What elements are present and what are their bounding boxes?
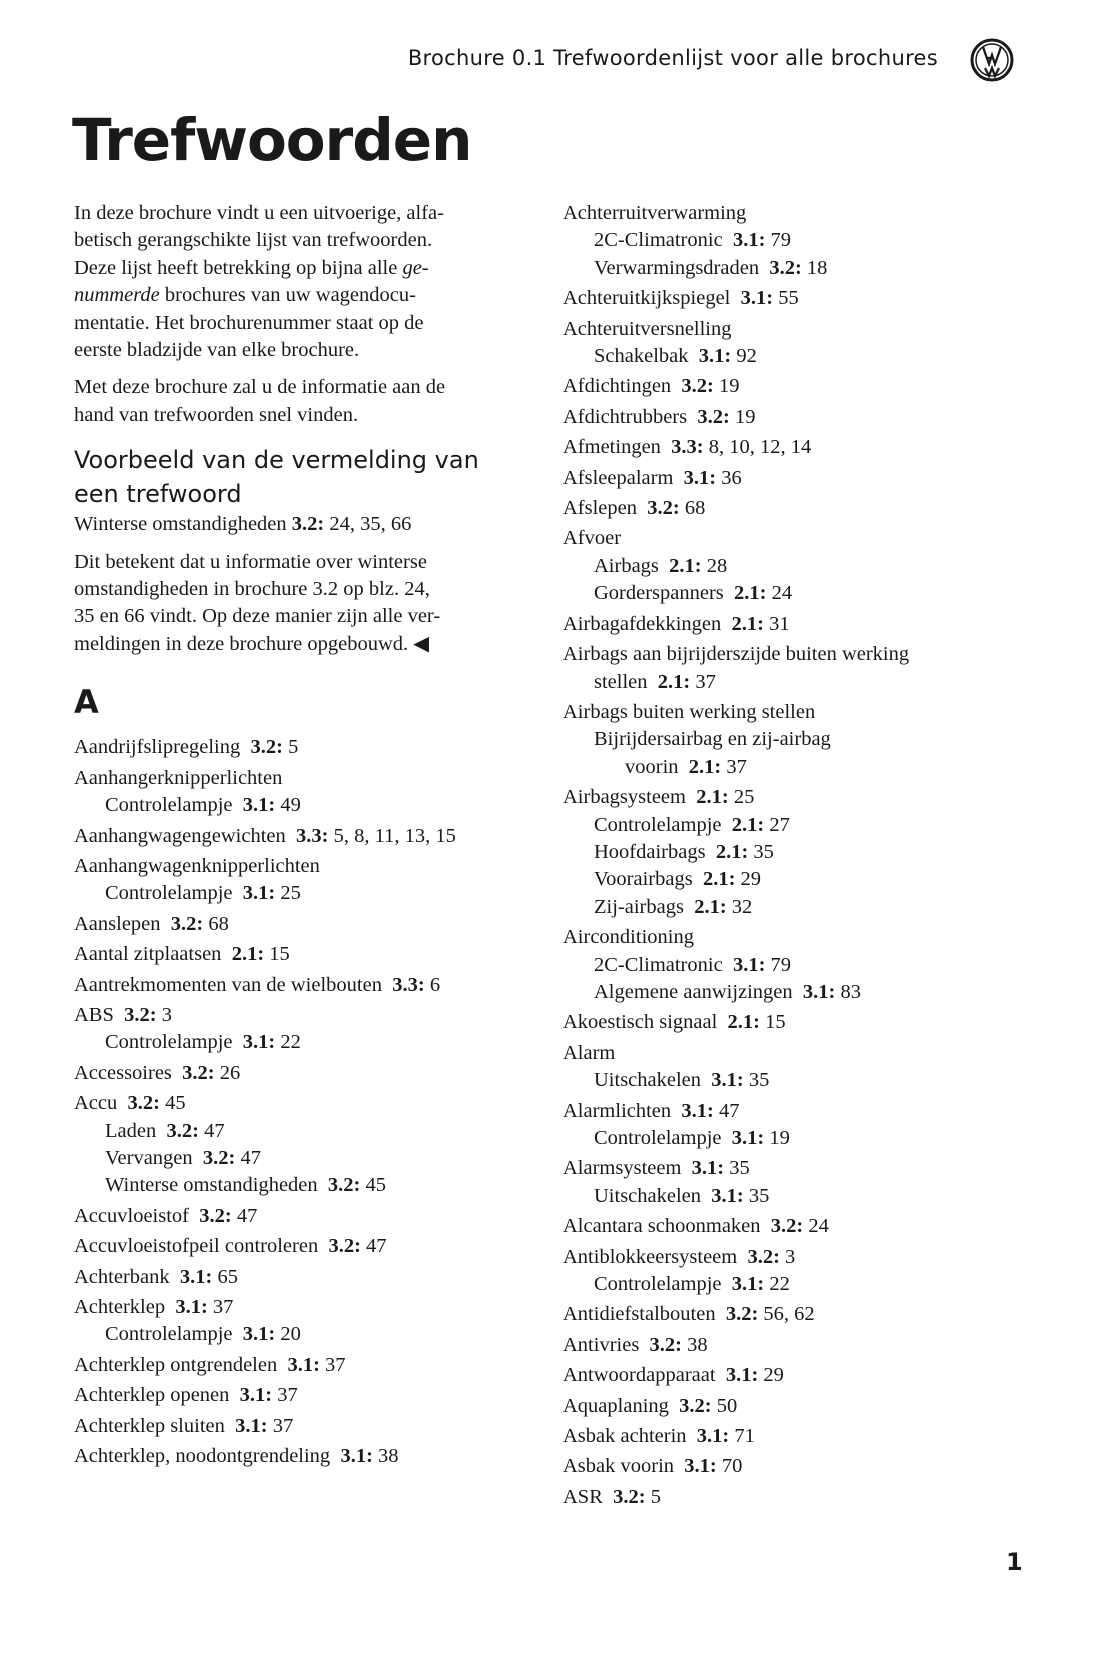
index-subentry bbox=[563, 255, 1043, 282]
entry-term: Aantal zitplaatsen bbox=[74, 943, 222, 966]
entry-pages: 5 bbox=[288, 736, 299, 759]
entry-pages: 8, 10, 12, 14 bbox=[708, 436, 812, 459]
entry-brochure-ref: 3.1: bbox=[731, 1127, 765, 1149]
entry-pages: 29 bbox=[740, 868, 762, 891]
entry-term: Verwarmingsdraden bbox=[594, 256, 760, 279]
entry-term: Airbagsysteem bbox=[563, 786, 686, 809]
entry-term: Controlelampje bbox=[105, 1031, 233, 1054]
entry-brochure-ref: 2.1: bbox=[734, 582, 767, 605]
entry-brochure-ref: 3.1: bbox=[696, 1425, 730, 1448]
entry-pages: 71 bbox=[734, 1425, 755, 1448]
index-entry bbox=[563, 316, 1043, 343]
entry-pages: 18 bbox=[806, 256, 828, 279]
index-entry bbox=[563, 784, 1043, 811]
entry-pages: 5 bbox=[650, 1485, 661, 1508]
entry-pages: 50 bbox=[716, 1394, 738, 1417]
index-entry bbox=[563, 495, 1043, 522]
entry-pages: 24 bbox=[771, 582, 793, 605]
entry-brochure-ref: 3.2: bbox=[199, 1204, 232, 1227]
example-ref: 3.2: bbox=[291, 513, 325, 536]
entry-pages: 47 bbox=[236, 1204, 258, 1227]
intro-text: In deze brochure vindt u een uitvoerige, alfa- betisch gerangschikte lijst van trefwoorden. Deze lijst heeft betrekking op bijna alle bbox=[74, 202, 444, 279]
index-subentry bbox=[563, 866, 1043, 893]
entry-pages: 37 bbox=[212, 1296, 234, 1318]
entry-term: Controlelampje bbox=[105, 882, 233, 905]
entry-term: ABS bbox=[74, 1003, 114, 1026]
index-list-left bbox=[74, 734, 544, 1470]
entry-pages: 37 bbox=[325, 1353, 346, 1376]
entry-pages: 32 bbox=[731, 895, 753, 918]
entry-brochure-ref: 3.2: bbox=[327, 1174, 361, 1197]
entry-pages: 47 bbox=[240, 1146, 261, 1169]
entry-brochure-ref: 3.1: bbox=[287, 1353, 320, 1376]
entry-brochure-ref: 3.2: bbox=[166, 1119, 199, 1142]
entry-pages: 29 bbox=[763, 1364, 784, 1387]
index-entry bbox=[563, 1040, 1043, 1067]
entry-pages: 37 bbox=[272, 1414, 294, 1437]
entry-brochure-ref: 3.1: bbox=[711, 1069, 744, 1092]
vw-logo-icon bbox=[970, 38, 1014, 82]
entry-pages: 37 bbox=[726, 755, 747, 778]
entry-term: Akoestisch signaal bbox=[563, 1011, 718, 1034]
index-list-right bbox=[563, 200, 1043, 1511]
entry-brochure-ref: 3.1: bbox=[242, 882, 276, 905]
entry-pages: 92 bbox=[736, 345, 757, 368]
entry-brochure-ref: 3.1: bbox=[691, 1157, 725, 1180]
entry-pages: 56, 62 bbox=[763, 1303, 815, 1326]
index-entry bbox=[563, 1453, 1043, 1480]
entry-term: Antiblokkeersysteem bbox=[563, 1245, 738, 1268]
entry-brochure-ref: 3.3: bbox=[671, 436, 704, 459]
entry-term: 2C-Climatronic bbox=[594, 953, 723, 976]
index-entry bbox=[563, 1484, 1043, 1511]
entry-brochure-ref: 2.1: bbox=[702, 868, 736, 891]
entry-term: Controlelampje bbox=[594, 813, 722, 836]
index-entry bbox=[563, 404, 1043, 431]
index-subentry bbox=[563, 894, 1043, 921]
entry-pages: 37 bbox=[277, 1384, 298, 1407]
entry-brochure-ref: 3.2: bbox=[647, 497, 680, 520]
entry-term: Gorderspanners bbox=[594, 582, 724, 605]
entry-term: Controlelampje bbox=[105, 1323, 233, 1346]
entry-pages: 19 bbox=[769, 1127, 790, 1149]
entry-term: Asbak achterin bbox=[563, 1425, 687, 1448]
entry-pages: 22 bbox=[769, 1273, 790, 1296]
entry-pages: 24 bbox=[808, 1215, 829, 1238]
entry-term: Achteruitkijkspiegel bbox=[563, 287, 731, 310]
index-entry bbox=[74, 765, 544, 792]
entry-term: Schakelbak bbox=[594, 345, 689, 368]
index-subentry bbox=[563, 343, 1043, 370]
entry-pages: 15 bbox=[765, 1011, 786, 1034]
entry-brochure-ref: 3.2: bbox=[250, 736, 283, 759]
entry-brochure-ref: 3.2: bbox=[770, 1215, 804, 1238]
entry-term: Achterklep bbox=[74, 1296, 166, 1318]
entry-pages: 19 bbox=[719, 375, 740, 398]
entry-term: Achteruitversnelling bbox=[563, 317, 732, 340]
index-entry bbox=[563, 924, 1043, 951]
index-entry bbox=[563, 1098, 1043, 1125]
index-entry bbox=[563, 1244, 1043, 1271]
entry-brochure-ref: 2.1: bbox=[657, 670, 691, 693]
left-column bbox=[74, 200, 544, 1470]
index-entry bbox=[563, 699, 1043, 726]
entry-brochure-ref: 3.1: bbox=[242, 1031, 276, 1054]
entry-pages: 49 bbox=[280, 794, 301, 817]
entry-term: Aanhangerknipperlichten bbox=[74, 766, 283, 789]
entry-term: Airbags buiten werking stellen bbox=[563, 700, 816, 723]
entry-brochure-ref: 3.2: bbox=[679, 1394, 712, 1417]
entry-pages: 27 bbox=[769, 813, 790, 836]
entry-pages: 35 bbox=[748, 1069, 770, 1092]
entry-term: Aquaplaning bbox=[563, 1394, 669, 1417]
entry-pages: 25 bbox=[733, 786, 755, 809]
entry-term: Algemene aanwijzingen bbox=[594, 980, 793, 1003]
entry-brochure-ref: 3.1: bbox=[740, 287, 774, 310]
entry-brochure-ref: 2.1: bbox=[715, 840, 749, 863]
index-subentry bbox=[74, 1118, 544, 1145]
index-entry bbox=[563, 1423, 1043, 1450]
entry-brochure-ref: 2.1: bbox=[231, 943, 265, 966]
entry-term: 2C-Climatronic bbox=[594, 229, 723, 252]
right-column bbox=[563, 197, 1043, 1511]
index-subentry bbox=[74, 1029, 544, 1056]
entry-pages: 79 bbox=[770, 953, 792, 976]
entry-pages: 65 bbox=[217, 1265, 238, 1288]
entry-term: Afslepen bbox=[563, 497, 638, 520]
page-number: 1 bbox=[1006, 1548, 1023, 1576]
index-subentry bbox=[563, 227, 1043, 254]
index-subentry bbox=[74, 1321, 544, 1348]
entry-term: Uitschakelen bbox=[594, 1184, 702, 1207]
entry-pages: 28 bbox=[706, 554, 728, 577]
entry-brochure-ref: 3.1: bbox=[732, 953, 766, 976]
example-entry bbox=[74, 511, 544, 538]
entry-pages: 22 bbox=[280, 1031, 301, 1054]
entry-term: Asbak voorin bbox=[563, 1455, 675, 1478]
entry-term: Antivries bbox=[563, 1333, 640, 1356]
entry-pages: 45 bbox=[365, 1174, 386, 1197]
entry-term: Uitschakelen bbox=[594, 1069, 702, 1092]
index-entry bbox=[563, 1301, 1043, 1328]
entry-pages: 20 bbox=[280, 1323, 301, 1346]
page-title: Trefwoorden bbox=[72, 106, 472, 174]
index-subentry bbox=[563, 812, 1043, 839]
running-header: Brochure 0.1 Trefwoordenlijst voor alle brochures bbox=[407, 46, 938, 70]
entry-brochure-ref: 3.2: bbox=[124, 1003, 157, 1026]
entry-brochure-ref: 3.1: bbox=[239, 1384, 273, 1407]
entry-term: Controlelampje bbox=[594, 1273, 722, 1296]
entry-brochure-ref: 3.1: bbox=[698, 345, 732, 368]
entry-pages: 37 bbox=[695, 670, 716, 693]
entry-pages: 68 bbox=[208, 912, 229, 935]
entry-brochure-ref: 3.2: bbox=[681, 375, 714, 398]
entry-brochure-ref: 2.1: bbox=[696, 786, 729, 809]
entry-pages: 3 bbox=[161, 1003, 172, 1026]
entry-term: Aandrijfslipregeling bbox=[74, 736, 241, 759]
entry-pages: 38 bbox=[687, 1333, 708, 1356]
entry-term: Achterklep sluiten bbox=[74, 1414, 225, 1437]
entry-term: Afdichtrubbers bbox=[563, 405, 688, 428]
entry-brochure-ref: 3.3: bbox=[392, 973, 425, 996]
entry-term: Afsleepalarm bbox=[563, 466, 674, 489]
entry-term: Bijrijdersairbag en zij-airbag voorin bbox=[594, 728, 831, 778]
index-subentry bbox=[74, 880, 544, 907]
entry-term: Winterse omstandigheden bbox=[105, 1174, 318, 1197]
entry-brochure-ref: 3.1: bbox=[731, 1273, 765, 1296]
entry-pages: 3 bbox=[785, 1245, 796, 1268]
index-entry bbox=[563, 1009, 1043, 1036]
entry-pages: 38 bbox=[378, 1445, 399, 1468]
entry-term: Alarmlichten bbox=[563, 1099, 672, 1122]
entry-brochure-ref: 3.1: bbox=[179, 1265, 213, 1288]
entry-pages: 35 bbox=[729, 1157, 750, 1180]
index-entry bbox=[74, 1090, 544, 1117]
entry-brochure-ref: 3.1: bbox=[711, 1184, 744, 1207]
entry-term: Afvoer bbox=[563, 527, 622, 550]
index-subentry bbox=[563, 839, 1043, 866]
explanation-paragraph: Dit betekent dat u informatie over winterse omstandigheden in brochure 3.2 op blz. 24, 35 en 66 vindt. Op deze manier zijn alle ver- meldingen in deze brochure opgebouwd. ◀ bbox=[74, 550, 441, 655]
entry-term: Antwoordapparaat bbox=[563, 1364, 716, 1387]
entry-term: Accuvloeistofpeil controleren bbox=[74, 1235, 319, 1258]
intro-text: brochures van uw wagendocu- mentatie. Het brochurenummer staat op de eerste bladzijde van elke brochure. bbox=[74, 284, 424, 362]
entry-brochure-ref: 3.1: bbox=[684, 1455, 717, 1478]
entry-term: Airbags bbox=[594, 554, 659, 577]
entry-term: Zij-airbags bbox=[594, 895, 684, 918]
entry-pages: 36 bbox=[721, 466, 742, 489]
entry-brochure-ref: 3.2: bbox=[649, 1333, 682, 1356]
entry-brochure-ref: 2.1: bbox=[694, 895, 727, 918]
entry-term: Controlelampje bbox=[594, 1127, 722, 1149]
index-entry bbox=[74, 853, 544, 880]
entry-term: Afdichtingen bbox=[563, 375, 672, 398]
index-subentry bbox=[74, 1145, 544, 1172]
entry-term: Aanslepen bbox=[74, 912, 161, 935]
entry-term: Afmetingen bbox=[563, 436, 661, 459]
entry-pages: 19 bbox=[734, 405, 756, 428]
entry-brochure-ref: 3.1: bbox=[242, 1323, 276, 1346]
intro-italic: ge- nummerde bbox=[74, 256, 429, 307]
entry-brochure-ref: 3.1: bbox=[802, 980, 836, 1003]
index-entry bbox=[563, 1362, 1043, 1389]
section-letter: A bbox=[74, 683, 99, 722]
index-entry bbox=[563, 611, 1043, 638]
index-entry bbox=[74, 1002, 544, 1029]
entry-brochure-ref: 3.2: bbox=[725, 1303, 759, 1326]
entry-term: Voorairbags bbox=[594, 868, 693, 891]
index-entry bbox=[74, 911, 544, 938]
example-heading: Voorbeeld van de vermelding van een trefwoord bbox=[74, 446, 479, 509]
entry-brochure-ref: 3.2: bbox=[613, 1485, 646, 1508]
entry-term: ASR bbox=[563, 1485, 603, 1508]
index-subentry bbox=[563, 553, 1043, 580]
entry-brochure-ref: 3.2: bbox=[769, 256, 802, 279]
entry-brochure-ref: 3.1: bbox=[681, 1099, 714, 1122]
index-entry bbox=[563, 200, 1043, 227]
example-term: Winterse omstandigheden bbox=[74, 513, 287, 536]
entry-term: Alcantara schoonmaken bbox=[563, 1215, 761, 1238]
index-subentry bbox=[563, 726, 1043, 781]
index-subentry bbox=[74, 1172, 544, 1199]
entry-brochure-ref: 3.2: bbox=[170, 912, 204, 935]
index-entry bbox=[74, 1264, 544, 1291]
entry-brochure-ref: 3.2: bbox=[182, 1061, 215, 1084]
index-entry bbox=[74, 1060, 544, 1087]
index-entry bbox=[563, 1332, 1043, 1359]
entry-term: Hoofdairbags bbox=[594, 840, 706, 863]
index-entry bbox=[563, 641, 1043, 696]
index-entry bbox=[74, 1294, 544, 1321]
entry-brochure-ref: 2.1: bbox=[731, 813, 765, 836]
entry-pages: 45 bbox=[165, 1092, 186, 1115]
entry-term: Alarmsysteem bbox=[563, 1157, 682, 1180]
entry-pages: 15 bbox=[269, 943, 290, 966]
index-entry bbox=[563, 285, 1043, 312]
entry-brochure-ref: 3.2: bbox=[127, 1092, 160, 1115]
index-entry bbox=[74, 1443, 544, 1470]
entry-term: Achterbank bbox=[74, 1265, 170, 1288]
entry-brochure-ref: 3.2: bbox=[697, 405, 730, 428]
entry-term: Aanhangwagenknipperlichten bbox=[74, 854, 320, 877]
entry-brochure-ref: 2.1: bbox=[688, 755, 722, 778]
entry-brochure-ref: 2.1: bbox=[727, 1011, 760, 1034]
entry-term: Airbagafdekkingen bbox=[563, 612, 722, 635]
index-subentry bbox=[74, 792, 544, 819]
index-entry bbox=[563, 525, 1043, 552]
entry-brochure-ref: 3.1: bbox=[235, 1414, 268, 1437]
index-entry bbox=[74, 941, 544, 968]
entry-term: Airbags aan bijrijderszijde buiten werking stellen bbox=[563, 643, 910, 693]
entry-term: Achterklep openen bbox=[74, 1384, 230, 1407]
entry-pages: 47 bbox=[718, 1099, 740, 1122]
index-subentry bbox=[563, 1183, 1043, 1210]
entry-brochure-ref: 3.1: bbox=[242, 794, 276, 817]
entry-brochure-ref: 3.1: bbox=[683, 466, 717, 489]
entry-term: Accuvloeistof bbox=[74, 1204, 189, 1227]
index-subentry bbox=[563, 1125, 1043, 1152]
entry-term: Aanhangwagengewichten bbox=[74, 824, 286, 847]
entry-brochure-ref: 3.1: bbox=[340, 1445, 373, 1468]
index-entry bbox=[563, 465, 1043, 492]
entry-brochure-ref: 3.3: bbox=[296, 824, 329, 847]
index-entry bbox=[74, 1413, 544, 1440]
index-subentry bbox=[563, 979, 1043, 1006]
index-entry bbox=[74, 1352, 544, 1379]
entry-pages: 25 bbox=[280, 882, 301, 905]
index-entry bbox=[74, 1382, 544, 1409]
index-subentry bbox=[563, 1271, 1043, 1298]
entry-brochure-ref: 3.2: bbox=[202, 1146, 236, 1169]
index-entry bbox=[74, 1203, 544, 1230]
index-entry bbox=[563, 1155, 1043, 1182]
entry-term: Vervangen bbox=[105, 1146, 193, 1169]
entry-pages: 26 bbox=[219, 1061, 241, 1084]
index-entry bbox=[74, 823, 544, 850]
entry-term: Controlelampje bbox=[105, 794, 233, 817]
entry-pages: 47 bbox=[204, 1119, 225, 1142]
entry-term: Alarm bbox=[563, 1041, 616, 1064]
entry-term: Achterruitverwarming bbox=[563, 202, 747, 224]
entry-term: Accessoires bbox=[74, 1061, 172, 1084]
entry-term: Antidiefstalbouten bbox=[563, 1303, 716, 1326]
entry-pages: 35 bbox=[753, 840, 774, 863]
entry-pages: 68 bbox=[684, 497, 706, 520]
entry-pages: 55 bbox=[778, 287, 799, 310]
index-entry bbox=[563, 1213, 1043, 1240]
entry-term: Laden bbox=[105, 1119, 157, 1142]
entry-pages: 70 bbox=[721, 1455, 743, 1478]
index-entry bbox=[563, 373, 1043, 400]
entry-brochure-ref: 2.1: bbox=[669, 554, 702, 577]
entry-brochure-ref: 3.2: bbox=[747, 1245, 780, 1268]
entry-pages: 47 bbox=[366, 1235, 387, 1258]
index-entry bbox=[563, 1393, 1043, 1420]
entry-brochure-ref: 3.1: bbox=[175, 1296, 208, 1318]
index-subentry bbox=[563, 580, 1043, 607]
intro-paragraph-2: Met deze brochure zal u de informatie aan de hand van trefwoorden snel vinden. bbox=[74, 376, 446, 426]
entry-pages: 6 bbox=[429, 973, 441, 996]
entry-pages: 5, 8, 11, 13, 15 bbox=[333, 824, 456, 847]
entry-term: Accu bbox=[74, 1092, 118, 1115]
entry-pages: 35 bbox=[748, 1184, 770, 1207]
example-pages: 24, 35, 66 bbox=[329, 513, 412, 536]
index-entry bbox=[74, 1233, 544, 1260]
index-entry bbox=[74, 972, 544, 999]
entry-pages: 83 bbox=[840, 980, 861, 1003]
entry-brochure-ref: 2.1: bbox=[731, 612, 764, 635]
entry-term: Achterklep, noodontgrendeling bbox=[74, 1445, 331, 1468]
entry-brochure-ref: 3.2: bbox=[328, 1235, 361, 1258]
index-entry bbox=[563, 434, 1043, 461]
entry-brochure-ref: 3.1: bbox=[725, 1364, 759, 1387]
index-entry bbox=[74, 734, 544, 761]
intro-paragraph bbox=[74, 200, 544, 364]
entry-brochure-ref: 3.1: bbox=[732, 229, 766, 252]
index-subentry bbox=[563, 952, 1043, 979]
entry-term: Aantrekmomenten van de wielbouten bbox=[74, 973, 382, 996]
index-subentry bbox=[563, 1067, 1043, 1094]
entry-term: Achterklep ontgrendelen bbox=[74, 1353, 278, 1376]
entry-pages: 31 bbox=[769, 612, 790, 635]
entry-pages: 79 bbox=[770, 229, 792, 252]
entry-term: Airconditioning bbox=[563, 926, 694, 949]
